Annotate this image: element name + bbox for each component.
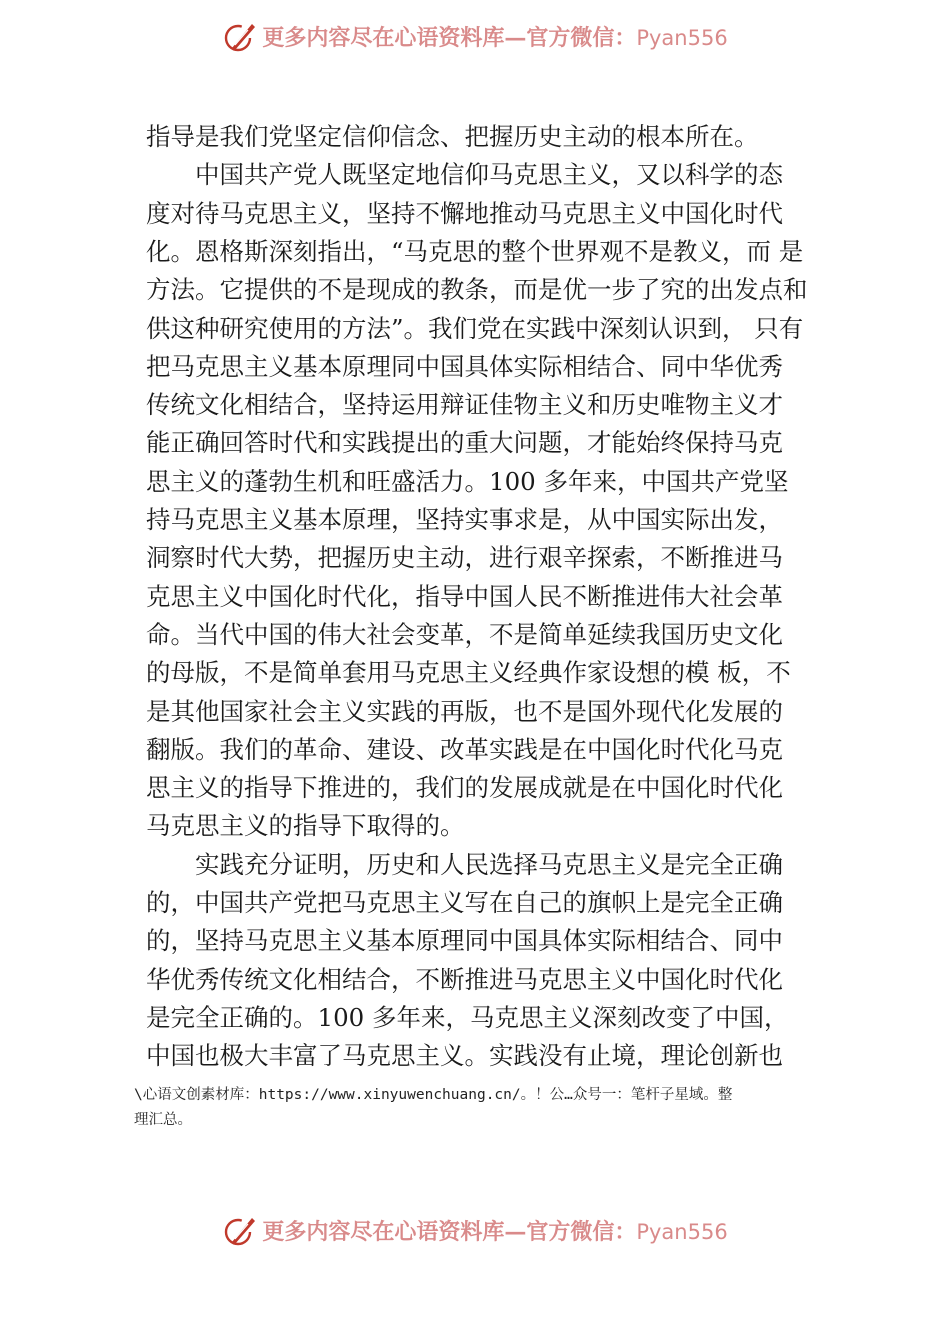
body-line: 供这种研究使用的方法”。我们党在实践中深刻认识到， 只有 (146, 313, 804, 343)
source-note-line-1: \心语文创素材库：https://www.xinyuwenchuang.cn/。！公…众号一：笔杆子星域。整 (134, 1087, 733, 1103)
body-line: 中国也极大丰富了马克思主义。实践没有止境，理论创新也 (146, 1041, 783, 1071)
body-line: 实践充分证明，历史和人民选择马克思主义是完全正确 (146, 849, 783, 879)
body-line: 思主义的蓬勃生机和旺盛活力。100 多年来，中国共产党坚 (146, 466, 789, 496)
body-line: 思主义的指导下推进的，我们的发展成就是在中国化时代化 (146, 773, 783, 803)
body-line: 华优秀传统文化相结合，不断推进马克思主义中国化时代化 (146, 964, 783, 994)
footer-banner-title: 更多内容尽在心语资料库—官方微信： (262, 1218, 637, 1245)
body-line: 中国共产党人既坚定地信仰马克思主义，又以科学的态 (146, 160, 783, 190)
body-line: 克思主义中国化时代化，指导中国人民不断推进伟大社会革 (146, 581, 783, 611)
body-line: 持马克思主义基本原理，坚持实事求是，从中国实际出发， (146, 505, 783, 534)
body-line: 传统文化相结合，坚持运用辩证佳物主义和历史唯物主义才 (146, 390, 783, 420)
body-line: 指导是我们党坚定信仰信念、把握历史主动的根本所在。 (146, 122, 759, 151)
body-line: 把马克思主义基本原理同中国具体实际相结合、同中华优秀 (146, 351, 783, 381)
quill-pen-logo-icon (222, 18, 258, 54)
body-line: 度对待马克思主义，坚持不懈地推动马克思主义中国化时代 (146, 198, 783, 228)
body-line: 命。当代中国的伟大社会变革，不是简单延续我国历史文化 (146, 619, 783, 649)
body-line: 的，坚持马克思主义基本原理同中国具体实际相结合、同中 (146, 926, 783, 956)
footer-banner (0, 1208, 950, 1252)
body-line: 的母版，不是简单套用马克思主义经典作家设想的模 板，不 (146, 658, 791, 688)
footer-banner-text (262, 1215, 727, 1246)
header-banner-text (262, 21, 727, 52)
body-line: 马克思主义的指导下取得的。 (146, 811, 465, 841)
body-line: 翻版。我们的革命、建设、改革实践是在中国化时代化马克 (146, 734, 783, 764)
body-line: 方法。它提供的不是现成的教条，而是优一步了究的出发点和 (146, 275, 808, 305)
quill-pen-logo-icon (222, 1212, 258, 1248)
body-line: 的，中国共产党把马克思主义写在自己的旗帜上是完全正确 (146, 888, 783, 917)
header-banner-wechat-id: Pyan556 (636, 25, 728, 50)
body-line: 洞察时代大势，把握历史主动，进行艰辛探索，不断推进马 (146, 543, 783, 573)
header-banner (0, 14, 950, 58)
body-line: 能正确回答时代和实践提出的重大问题，才能始终保持马克 (146, 428, 783, 458)
body-line: 化。恩格斯深刻指出，“马克思的整个世界观不是教义，而 是 (146, 236, 804, 266)
body-line: 是其他国家社会主义实践的再版，也不是国外现代化发展的 (146, 696, 783, 726)
source-note-line-2: 理汇总。 (134, 1112, 192, 1128)
footer-banner-wechat-id: Pyan556 (636, 1219, 728, 1244)
body-line: 是完全正确的。100 多年来，马克思主义深刻改变了中国， (146, 1002, 789, 1032)
header-banner-title: 更多内容尽在心语资料库—官方微信： (262, 24, 637, 51)
